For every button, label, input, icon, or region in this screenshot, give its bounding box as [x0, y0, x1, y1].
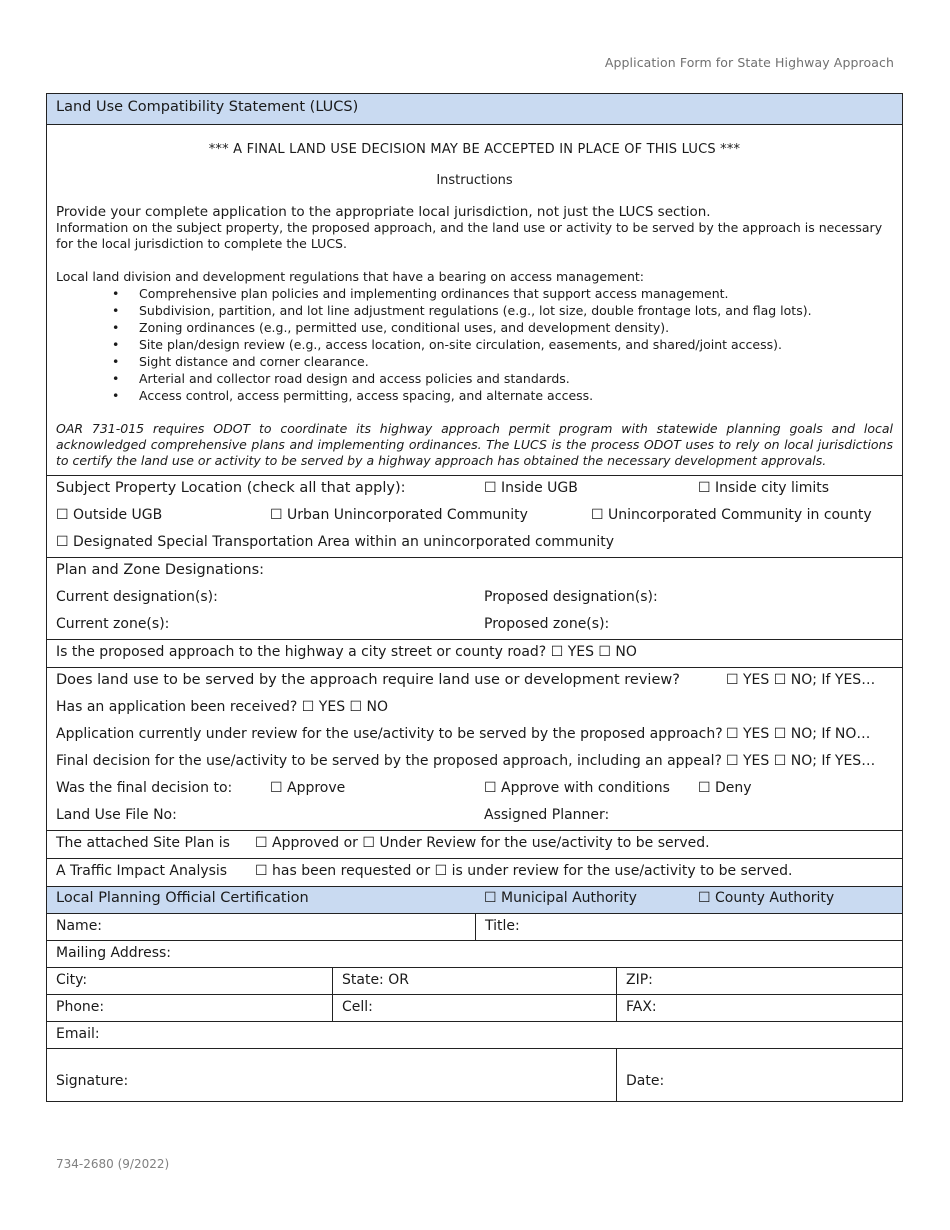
- form-number: 734-2680 (9/2022): [56, 1157, 170, 1171]
- traffic-section: [47, 859, 902, 887]
- county-authority-checkbox[interactable]: ☐ County Authority: [698, 890, 835, 906]
- city-street-options[interactable]: ☐ YES ☐ NO: [550, 644, 637, 660]
- signature-row: [47, 1049, 902, 1101]
- site-plan-options[interactable]: ☐ Approved or ☐ Under Review for the use/activity to be served.: [255, 835, 710, 851]
- deny-checkbox[interactable]: ☐ Deny: [698, 780, 752, 796]
- review-question-5: Was the final decision to:: [56, 780, 233, 796]
- city-state-zip-row: [47, 968, 902, 995]
- review-question-2: Has an application been received? ☐ YES ☐ NO: [56, 699, 389, 715]
- unincorporated-county-checkbox[interactable]: ☐ Unincorporated Community in county: [591, 507, 872, 523]
- plan-zone-label: Plan and Zone Designations:: [56, 562, 265, 578]
- zip-field[interactable]: ZIP:: [616, 968, 902, 994]
- location-label: Subject Property Location (check all that apply):: [56, 480, 406, 496]
- phone-field[interactable]: Phone:: [56, 999, 105, 1015]
- regs-list: [56, 285, 893, 404]
- city-street-section: [47, 640, 902, 668]
- mailing-row: [47, 941, 902, 968]
- list-item: • Subdivision, partition, and lot line adjustment regulations (e.g., lot size, double frontage lots, and flag lots).: [139, 302, 893, 319]
- location-section: [47, 476, 902, 558]
- proposed-zone-field[interactable]: Proposed zone(s):: [484, 616, 610, 632]
- instructions-block: [47, 125, 902, 476]
- state-field[interactable]: State: OR: [332, 968, 616, 994]
- review-q4-options[interactable]: ☐ YES ☐ NO; If YES…: [726, 753, 876, 769]
- file-no-field[interactable]: Land Use File No:: [56, 807, 177, 823]
- final-notice: *** A FINAL LAND USE DECISION MAY BE ACCEPTED IN PLACE OF THIS LUCS ***: [208, 142, 741, 157]
- phone-row: [47, 995, 902, 1022]
- oar-statement: OAR 731-015 requires ODOT to coordinate its highway approach permit program with statewide planning goals and local acknowledged comprehensive plans and implementing ordinances. The LUCS is the process ODOT uses to rely on local jurisdictions to certify the land use or activity to be served by a highway approach has obtained the necessary development approvals.: [56, 421, 893, 468]
- instructions-para2: Information on the subject property, the proposed approach, and the land use or activity to be served by the approach is necessary for the local jurisdiction to complete the LUCS.: [56, 220, 883, 251]
- list-item: • Site plan/design review (e.g., access location, on-site circulation, easements, and shared/joint access).: [139, 336, 893, 353]
- review-section: [47, 668, 902, 831]
- title-field[interactable]: Title:: [475, 914, 902, 940]
- list-item: • Zoning ordinances (e.g., permitted use, conditional uses, and development density).: [139, 319, 893, 336]
- plan-zone-section: [47, 558, 902, 640]
- city-street-question: Is the proposed approach to the highway a city street or county road? ☐ YES ☐ NO: [56, 644, 637, 660]
- name-title-row: [47, 914, 902, 941]
- current-designation-field[interactable]: Current designation(s):: [56, 589, 218, 605]
- site-plan-section: [47, 831, 902, 859]
- review-q2-options[interactable]: ☐ YES ☐ NO: [301, 699, 389, 715]
- page-header: Application Form for State Highway Approach: [604, 55, 894, 70]
- traffic-options[interactable]: ☐ has been requested or ☐ is under review for the use/activity to be served.: [255, 863, 793, 879]
- approve-checkbox[interactable]: ☐ Approve: [270, 780, 346, 796]
- email-row: [47, 1022, 902, 1049]
- city-field[interactable]: City:: [56, 972, 88, 988]
- municipal-authority-checkbox[interactable]: ☐ Municipal Authority: [484, 890, 637, 906]
- outside-ugb-checkbox[interactable]: ☐ Outside UGB: [56, 507, 163, 523]
- urban-unincorporated-checkbox[interactable]: ☐ Urban Unincorporated Community: [270, 507, 528, 523]
- current-zone-field[interactable]: Current zone(s):: [56, 616, 170, 632]
- stas-checkbox[interactable]: ☐ Designated Special Transportation Area within an unincorporated community: [56, 534, 614, 550]
- regs-intro: Local land division and development regulations that have a bearing on access management:: [56, 269, 644, 284]
- approve-conditions-checkbox[interactable]: ☐ Approve with conditions: [484, 780, 670, 796]
- review-q3-options[interactable]: ☐ YES ☐ NO; If NO…: [726, 726, 871, 742]
- list-item: • Sight distance and corner clearance.: [139, 353, 893, 370]
- section-title: Land Use Compatibility Statement (LUCS): [47, 94, 902, 125]
- planner-field[interactable]: Assigned Planner:: [484, 807, 610, 823]
- list-item: • Access control, access permitting, access spacing, and alternate access.: [139, 387, 893, 404]
- review-question-3: Application currently under review for the use/activity to be served by the proposed approach?: [56, 726, 723, 742]
- signature-field[interactable]: Signature:: [56, 1073, 129, 1089]
- traffic-label: A Traffic Impact Analysis: [56, 863, 228, 879]
- name-field[interactable]: Name:: [56, 918, 103, 934]
- review-q1-options[interactable]: ☐ YES ☐ NO; If YES…: [726, 672, 876, 688]
- inside-ugb-checkbox[interactable]: ☐ Inside UGB: [484, 480, 578, 496]
- list-item: • Comprehensive plan policies and implementing ordinances that support access management.: [139, 285, 893, 302]
- review-question-4: Final decision for the use/activity to be served by the proposed approach, including an appeal?: [56, 753, 722, 769]
- instructions-heading: Instructions: [436, 173, 513, 188]
- cell-field[interactable]: Cell:: [332, 995, 616, 1021]
- site-plan-label: The attached Site Plan is: [56, 835, 230, 851]
- certification-header: [47, 887, 902, 914]
- lucs-form: [46, 93, 903, 1102]
- proposed-designation-field[interactable]: Proposed designation(s):: [484, 589, 658, 605]
- fax-field[interactable]: FAX:: [616, 995, 902, 1021]
- mailing-address-field[interactable]: Mailing Address:: [56, 945, 172, 961]
- review-question-1: Does land use to be served by the approach require land use or development review?: [56, 672, 680, 688]
- inside-city-checkbox[interactable]: ☐ Inside city limits: [698, 480, 830, 496]
- email-field[interactable]: Email:: [56, 1026, 100, 1042]
- instructions-para1: Provide your complete application to the appropriate local jurisdiction, not just the LUCS section.: [56, 204, 711, 220]
- list-item: • Arterial and collector road design and access policies and standards.: [139, 370, 893, 387]
- certification-title: Local Planning Official Certification: [56, 890, 309, 906]
- date-field[interactable]: Date:: [616, 1049, 902, 1101]
